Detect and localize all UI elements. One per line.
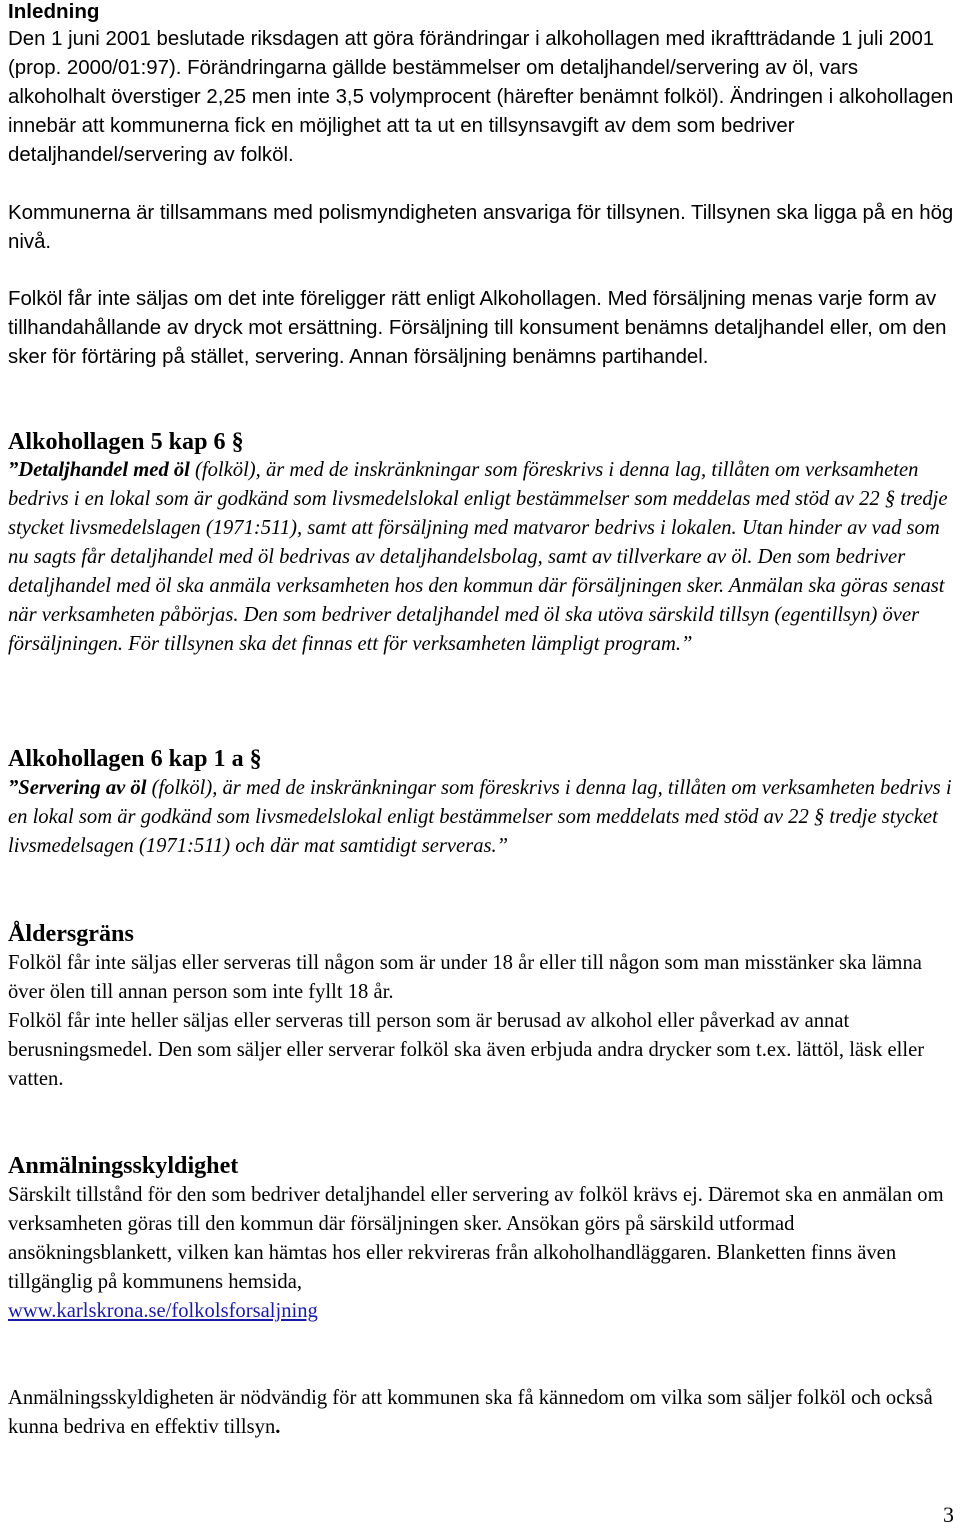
age-heading: Åldersgräns [8, 921, 134, 947]
age-paragraph-1: Folköl får inte säljas eller serveras till någon som är under 18 år eller till någon som man misstänker ska lämna över ölen till annan person som inte fyllt 18 år. [8, 952, 922, 1003]
notify-paragraph-1 [8, 1181, 958, 1326]
law-6-1a-heading: Alkohollagen 6 kap 1 a § [8, 746, 262, 772]
intro-paragraph-2: Kommunerna är tillsammans med polismyndigheten ansvariga för tillsynen. Tillsynen ska ligga på en hög nivå. [8, 202, 954, 253]
age-paragraph-2: Folköl får inte heller säljas eller serveras till person som är berusad av alkohol eller påverkad av annat berusningsmedel. Den som säljer eller serverar folköl ska även erbjuda andra drycker som t.ex. lättöl, läsk eller vatten. [8, 1010, 925, 1090]
notify-heading: Anmälningsskyldighet [8, 1153, 239, 1179]
website-link[interactable]: www.karlskrona.se/folkolsforsaljning [8, 1300, 318, 1322]
law-6-1a-quote [8, 774, 958, 861]
intro-paragraph-3: Folköl får inte säljas om det inte föreligger rätt enligt Alkohollagen. Med försäljning menas varje form av tillhandahållande av dryck mot ersättning. Försäljning till konsument benämns detaljhandel eller, om den sker för förtäring på stället, servering. Annan försäljning benämns partihandel. [8, 288, 947, 368]
law-5-6-heading: Alkohollagen 5 kap 6 § [8, 429, 244, 455]
law-5-6-text: (folköl), är med de inskränkningar som föreskrivs i denna lag, tillåten om verksamheten bedrivs i en lokal som är godkänd som livsmedelslokal enligt bestämmelser som meddelas med stöd av 22 § tredje stycket livsmedelslagen (1971:511), samt att försäljning med matvaror bedrivs i lokalen. Utan hinder av vad som nu sagts får detaljhandel med öl bedrivas av detaljhandelsbolag, samt av tillverkare av öl. Den som bedriver detaljhandel med öl ska anmäla verksamheten hos den kommun där försäljningen sker. Anmälan ska göras senast när verksamheten påbörjas. Den som bedriver detaljhandel med öl ska utöva särskild tillsyn (egentillsyn) över försäljningen. För tillsynen ska det finnas ett för verksamheten lämpligt program.” [8, 459, 948, 655]
page-number: 3 [943, 1502, 954, 1527]
notify-paragraph-2-text: Anmälningsskyldigheten är nödvändig för att kommunen ska få kännedom om vilka som säljer folköl och också kunna bedriva en effektiv tillsyn [8, 1387, 933, 1438]
law-5-6-lead: Detaljhandel med öl [18, 459, 190, 481]
notify-paragraph-2 [8, 1384, 938, 1442]
intro-paragraph-1: Den 1 juni 2001 beslutade riksdagen att göra förändringar i alkohollagen med ikraftträdande 1 juli 2001 (prop. 2000/01:97). Förändringarna gällde bestämmelser om detaljhandel/servering av öl, vars alkoholhalt överstiger 2,25 men inte 3,5 volymprocent (härefter benämnt folköl). Ändringen i alkohollagen innebär att kommunerna fick en möjlighet att ta ut en tillsynsavgift av dem som bedriver detaljhandel/servering av folköl. [8, 28, 954, 166]
law-6-1a-text: (folköl), är med de inskränkningar som föreskrivs i denna lag, tillåten om verksamheten bedrivs i en lokal som är godkänd som livsmedelslokal enligt bestämmelser som meddelats med stöd av 22 § tredje stycket livsmedelsagen (1971:511) och där mat samtidigt serveras.” [8, 777, 952, 857]
law-6-1a-lead: Servering av öl [18, 777, 147, 799]
intro-heading: Inledning [8, 0, 100, 23]
law-5-6-quote [8, 456, 958, 659]
notify-paragraph-1-text: Särskilt tillstånd för den som bedriver detaljhandel eller servering av folköl krävs ej. Däremot ska en anmälan om verksamheten göras till den kommun där försäljningen sker. Ansökan görs på särskild utformad ansökningsblankett, vilken kan hämtas hos eller rekvireras från alkoholhandläggaren. Blanketten finns även tillgänglig på kommunens hemsida, [8, 1184, 944, 1293]
law-5-6-open-quote: ” [8, 459, 19, 481]
law-6-1a-open-quote: ” [8, 777, 19, 799]
notify-paragraph-2-end: . [275, 1416, 281, 1438]
